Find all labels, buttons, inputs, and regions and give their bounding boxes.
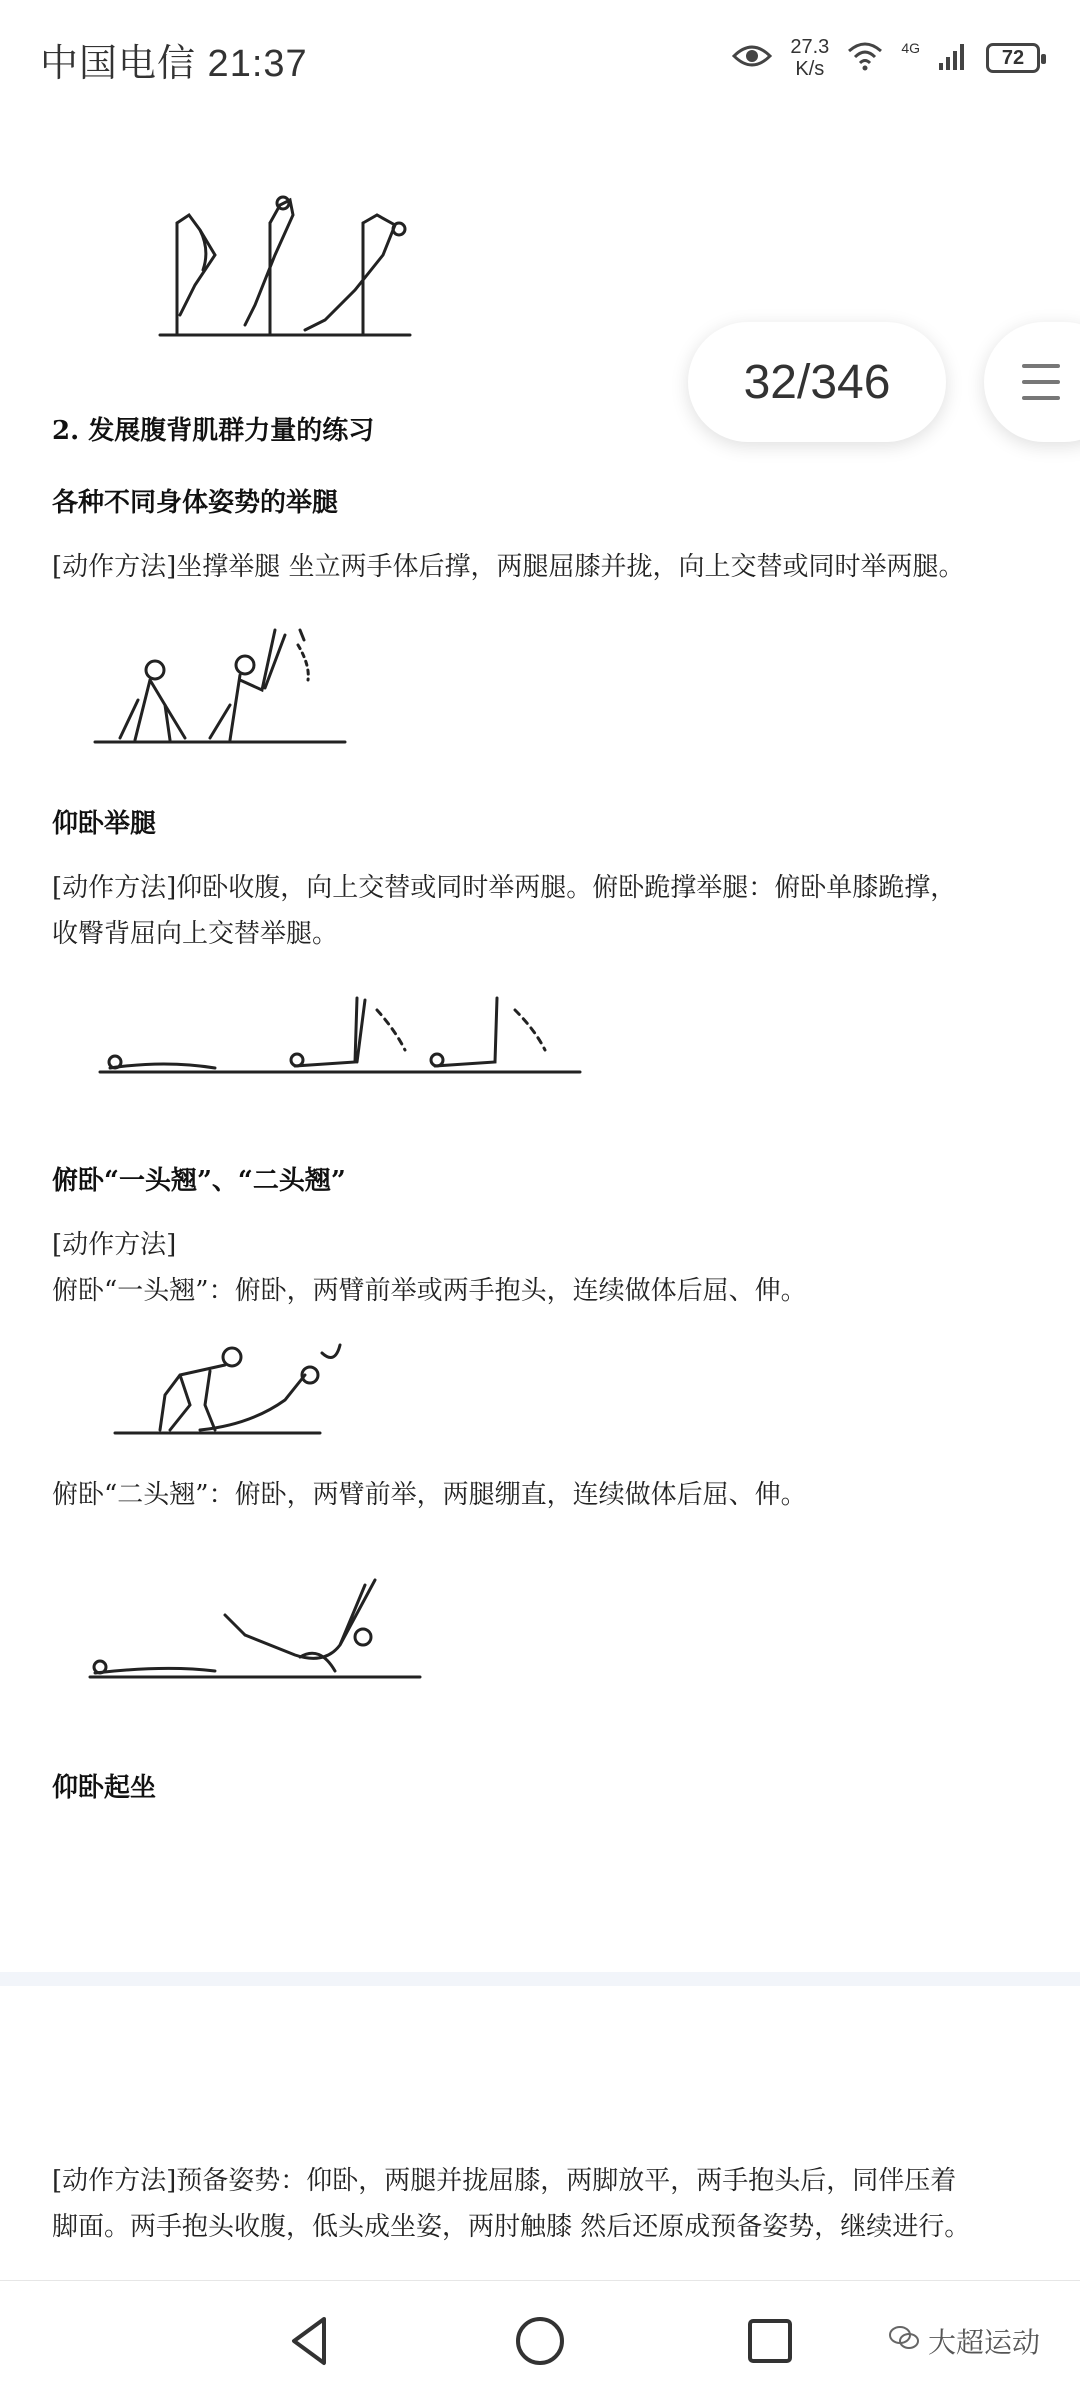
exercise-method-1: [动作方法]坐撑举腿 坐立两手体后撑，两腿屈膝并拢，向上交替或同时举两腿。 — [52, 552, 965, 582]
menu-button[interactable] — [984, 322, 1080, 442]
exercise-title-2: 仰卧举腿 — [52, 809, 157, 839]
status-bar — [0, 0, 1080, 120]
status-icons — [732, 30, 1040, 86]
wechat-logo-icon — [888, 2324, 920, 2359]
exercise-title-3: 俯卧“一头翘”、“二头翘” — [52, 1166, 346, 1196]
wifi-icon — [847, 41, 883, 76]
carrier-time: 中国电信 21:37 — [40, 43, 308, 85]
exercise-method-3-a: 俯卧“一头翘”：俯卧，两臂前举或两手抱头，连续做体后屈、伸。 — [52, 1276, 807, 1306]
exercise-method-2-line2: 收臀背屈向上交替举腿。 — [52, 919, 339, 949]
section-title: 2. 发展腹背肌群力量的练习 — [52, 416, 375, 446]
figure-supine-leg-raise — [95, 990, 585, 1080]
eye-icon — [732, 42, 772, 75]
figure-bar-exercise — [155, 195, 415, 340]
exercise-method-3-label: [动作方法] — [52, 1230, 177, 1260]
exercise-method-3-b: 俯卧“二头翘”：俯卧，两臂前举，两腿绷直，连续做体后屈、伸。 — [52, 1480, 807, 1510]
recents-square-icon — [740, 2356, 800, 2375]
recents-button[interactable] — [740, 2311, 800, 2371]
watermark-text: 大超运动 — [927, 2327, 1040, 2358]
back-triangle-icon — [280, 2356, 340, 2375]
figure-prone-double-raise — [85, 1575, 425, 1685]
home-circle-icon — [510, 2356, 570, 2375]
back-button[interactable] — [280, 2311, 340, 2371]
exercise-title-4: 仰卧起坐 — [52, 1773, 157, 1803]
figure-prone-back-extension-single — [110, 1335, 360, 1440]
figure-seated-leg-raise — [90, 620, 350, 750]
home-button[interactable] — [510, 2311, 570, 2371]
exercise-method-4-line1: [动作方法]预备姿势：仰卧，两腿并拢屈膝，两脚放平，两手抱头后，同伴压着 — [52, 2166, 957, 2196]
exercise-method-2-line1: [动作方法]仰卧收腹，向上交替或同时举两腿。俯卧跪撑举腿：俯卧单膝跪撑， — [52, 873, 957, 903]
navigation-bar — [0, 2280, 1080, 2401]
exercise-title-1: 各种不同身体姿势的举腿 — [52, 488, 339, 518]
exercise-method-2 — [52, 865, 1052, 957]
net-speed-value: 27.3 — [790, 36, 830, 58]
page-separator — [0, 1972, 1080, 1986]
exercise-method-3 — [52, 1222, 1052, 1314]
page-indicator[interactable]: 32/346 — [688, 322, 946, 442]
network-speed — [790, 36, 829, 80]
net-speed-unit: K/s — [795, 58, 825, 80]
watermark — [888, 2321, 1040, 2361]
exercise-method-4-line2: 脚面。两手抱头收腹，低头成坐姿，两肘触膝 然后还原成预备姿势，继续进行。 — [52, 2212, 971, 2242]
signal-icon — [938, 41, 968, 76]
battery-level: 72 — [1001, 46, 1025, 69]
battery-icon — [986, 43, 1040, 73]
exercise-method-4 — [52, 2158, 1052, 2250]
network-type: 4G — [901, 40, 920, 56]
